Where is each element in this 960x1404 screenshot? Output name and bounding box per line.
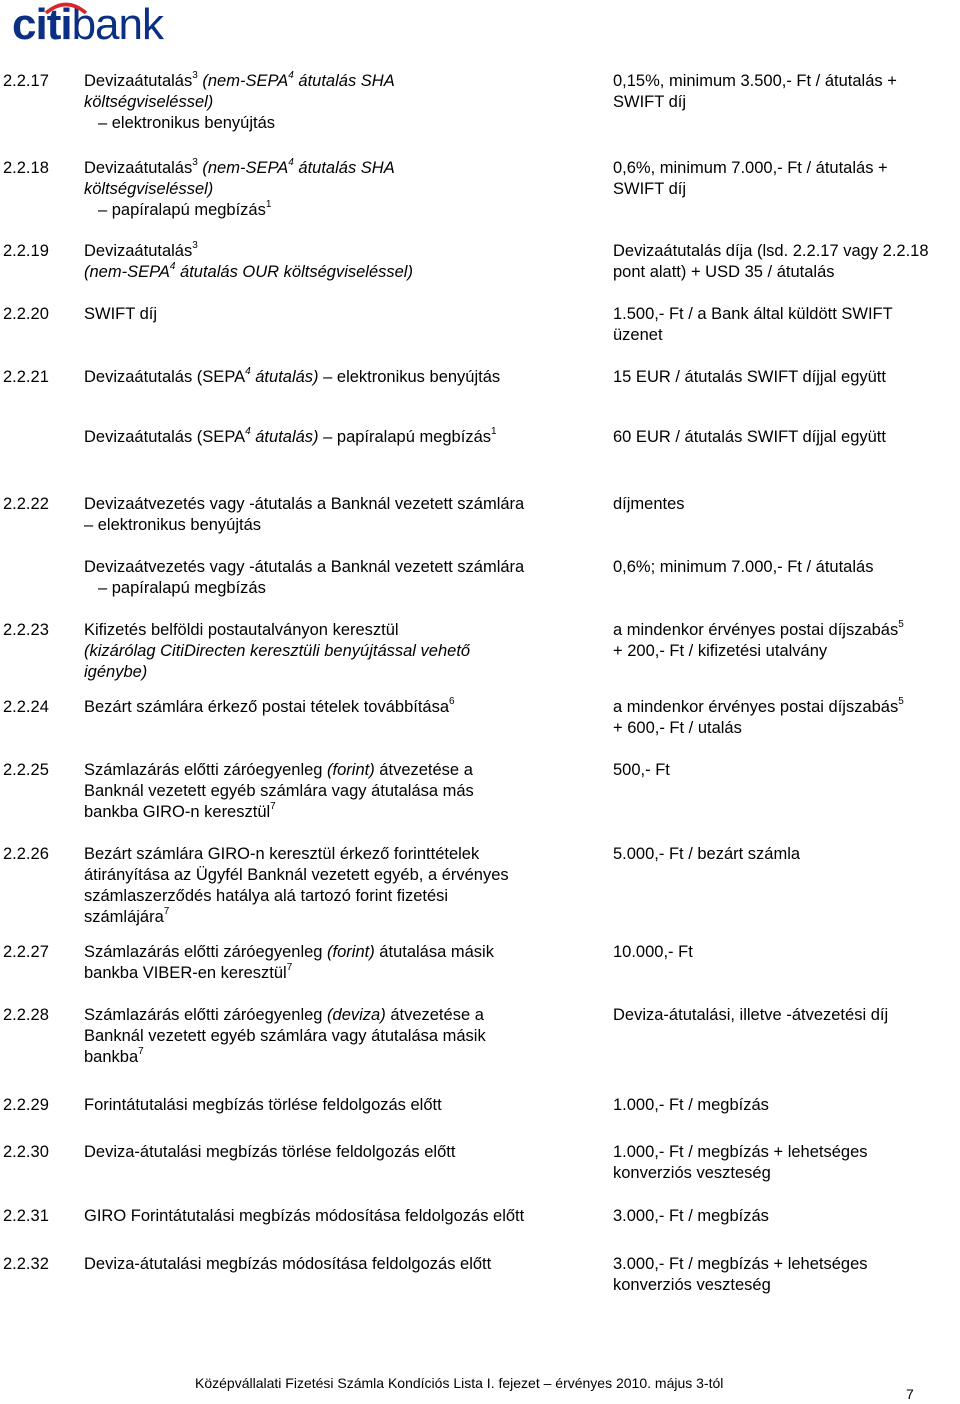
row-fee: 1.000,- Ft / megbízás: [613, 1096, 769, 1114]
row-fee: 60 EUR / átutalás SWIFT díjjal együtt: [613, 428, 886, 446]
row-fee: 0,6%; minimum 7.000,- Ft / átutalás: [613, 558, 874, 576]
row-description: Devizaátvezetés vagy -átutalás a Banknál vezetett számlára – papíralapú megbízás: [84, 558, 525, 597]
row-fee: díjmentes: [613, 495, 685, 513]
row-fee: 3.000,- Ft / megbízás: [613, 1207, 769, 1225]
row-description: SWIFT díj: [84, 305, 158, 323]
row-fee: 500,- Ft: [613, 761, 670, 779]
row-description: Kifizetés belföldi postautalványon keresztül (kizárólag CitiDirecten keresztüli benyújtással vehető igénybe): [84, 621, 471, 681]
row-description: Deviza-átutalási megbízás törlése feldolgozás előtt: [84, 1143, 456, 1161]
row-description: Devizaátutalás$^3$ (nem-SEPA$^4$ átutalás SHA költségviseléssel) – elektronikus benyújtás: [84, 70, 395, 132]
row-fee: Devizaátutalás díja (lsd. 2.2.17 vagy 2.2.18 pont alatt) + USD 35 / átutalás: [613, 242, 929, 281]
row-description: Devizaátutalás$^3$ (nem-SEPA$^4$ átutalás SHA költségviseléssel) – papíralapú megbízás$^1$: [84, 157, 395, 219]
logo-arc-icon: [44, 0, 88, 14]
row-fee: 15 EUR / átutalás SWIFT díjjal együtt: [613, 368, 886, 386]
row-description: Devizaátutalás (SEPA$^4$ átutalás) – elektronikus benyújtás: [84, 366, 501, 386]
row-fee: a mindenkor érvényes postai díjszabás$^5$ + 200,- Ft / kifizetési utalvány: [613, 619, 904, 660]
row-fee: Deviza-átutalási, illetve -átvezetési díj: [613, 1006, 889, 1024]
row-fee: 5.000,- Ft / bezárt számla: [613, 845, 801, 863]
row-fee: a mindenkor érvényes postai díjszabás$^5$ + 600,- Ft / utalás: [613, 696, 904, 737]
row-fee: 0,15%, minimum 3.500,- Ft / átutalás + SWIFT díj: [613, 72, 897, 111]
row-fee: 10.000,- Ft: [613, 943, 693, 961]
row-description: Számlazárás előtti záróegyenleg (deviza) átvezetése a Banknál vezetett egyéb számlára vagy átutalása másik bankba$^7$: [84, 1006, 486, 1066]
row-description: Devizaátutalás$^3$ (nem-SEPA$^4$ átutalás OUR költségviseléssel): [84, 240, 413, 281]
citibank-logo: citibank: [12, 0, 163, 49]
row-fee: 1.500,- Ft / a Bank által küldött SWIFT üzenet: [613, 305, 893, 344]
page-number: 7: [906, 1386, 914, 1402]
page-footer: Középvállalati Fizetési Számla Kondíciós Lista I. fejezet – érvényes 2010. május 3-tól: [195, 1375, 724, 1391]
row-description: Devizaátutalás (SEPA$^4$ átutalás) – papíralapú megbízás$^1$: [84, 426, 497, 446]
row-fee: 3.000,- Ft / megbízás + lehetséges konverziós veszteség: [613, 1255, 868, 1294]
row-description: GIRO Forintátutalási megbízás módosítása feldolgozás előtt: [84, 1207, 525, 1225]
row-fee: 0,6%, minimum 7.000,- Ft / átutalás + SWIFT díj: [613, 159, 888, 198]
row-description: Deviza-átutalási megbízás módosítása feldolgozás előtt: [84, 1255, 492, 1273]
row-description: Forintátutalási megbízás törlése feldolgozás előtt: [84, 1096, 442, 1114]
row-description: Devizaátvezetés vagy -átutalás a Banknál vezetett számlára – elektronikus benyújtás: [84, 495, 525, 534]
row-description: Számlazárás előtti záróegyenleg (forint) átutalása másik bankba VIBER-en keresztül$^7$: [84, 943, 494, 982]
row-fee: 1.000,- Ft / megbízás + lehetséges konverziós veszteség: [613, 1143, 868, 1182]
row-description: Bezárt számlára GIRO-n keresztül érkező forinttételek átirányítása az Ügyfél Banknál vezetett egyéb, a érvényes számlaszerződés hatálya alá tartozó forint fizetési számlájára$^7$: [84, 845, 509, 926]
row-description: Bezárt számlára érkező postai tételek továbbítása$^6$: [84, 696, 455, 716]
row-description: Számlazárás előtti záróegyenleg (forint) átvezetése a Banknál vezetett egyéb számlára vagy átutalása más bankba GIRO-n keresztül$^7$: [84, 761, 474, 821]
